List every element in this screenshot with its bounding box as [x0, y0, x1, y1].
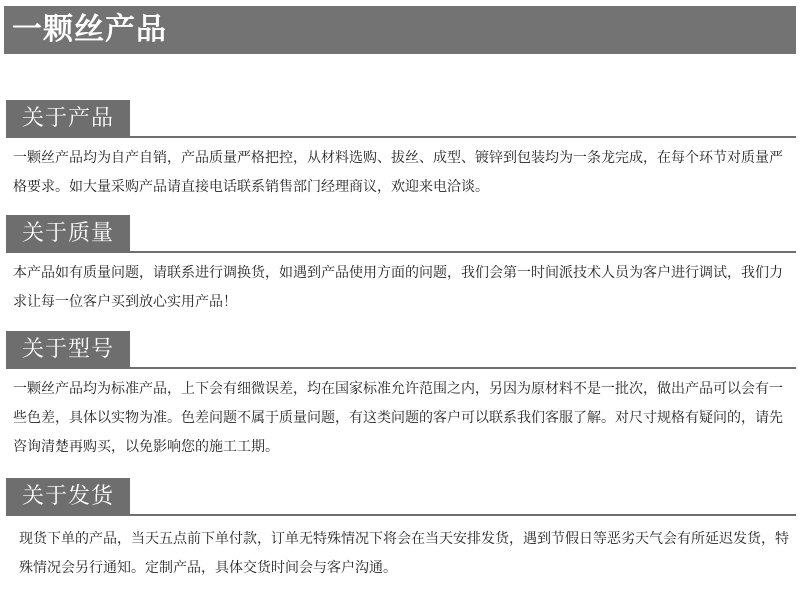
section-header [6, 331, 796, 369]
section-body: 一颗丝产品均为自产自销，产品质量严格把控，从材料选购、拔丝、成型、镀锌到包装均为一条龙完成，在每个环节对质量严格要求。如大量采购产品请直接电话联系销售部门经理商议，欢迎来电洽谈。 [13, 150, 783, 195]
section-heading: 关于发货 [6, 478, 130, 516]
section-header [6, 100, 796, 138]
section-heading: 关于型号 [6, 331, 130, 369]
section-heading: 关于产品 [6, 100, 130, 138]
section-header [6, 215, 796, 253]
section-body: 本产品如有质量问题，请联系进行调换货，如遇到产品使用方面的问题，我们会第一时间派技术人员为客户进行调试，我们力求让每一位客户买到放心实用产品！ [13, 265, 783, 310]
section-body: 一颗丝产品均为标准产品，上下会有细微误差，均在国家标准允许范围之内，另因为原材料不是一批次，做出产品可以会有一些色差，具体以实物为准。色差问题不属于质量问题，有这类问题的客户可以联系我们客服了解。对尺寸规格有疑问的，请先咨询清楚再购买，以免影响您的施工工期。 [13, 381, 783, 455]
page-title: 一颗丝产品 [4, 6, 796, 54]
section-heading: 关于质量 [6, 215, 130, 253]
section-header [6, 478, 796, 516]
section-body: 现货下单的产品，当天五点前下单付款，订单无特殊情况下将会在当天安排发货，遇到节假日等恶劣天气会有所延迟发货，特殊情况会另行通知。定制产品，具体交货时间会与客户沟通。 [19, 531, 789, 576]
